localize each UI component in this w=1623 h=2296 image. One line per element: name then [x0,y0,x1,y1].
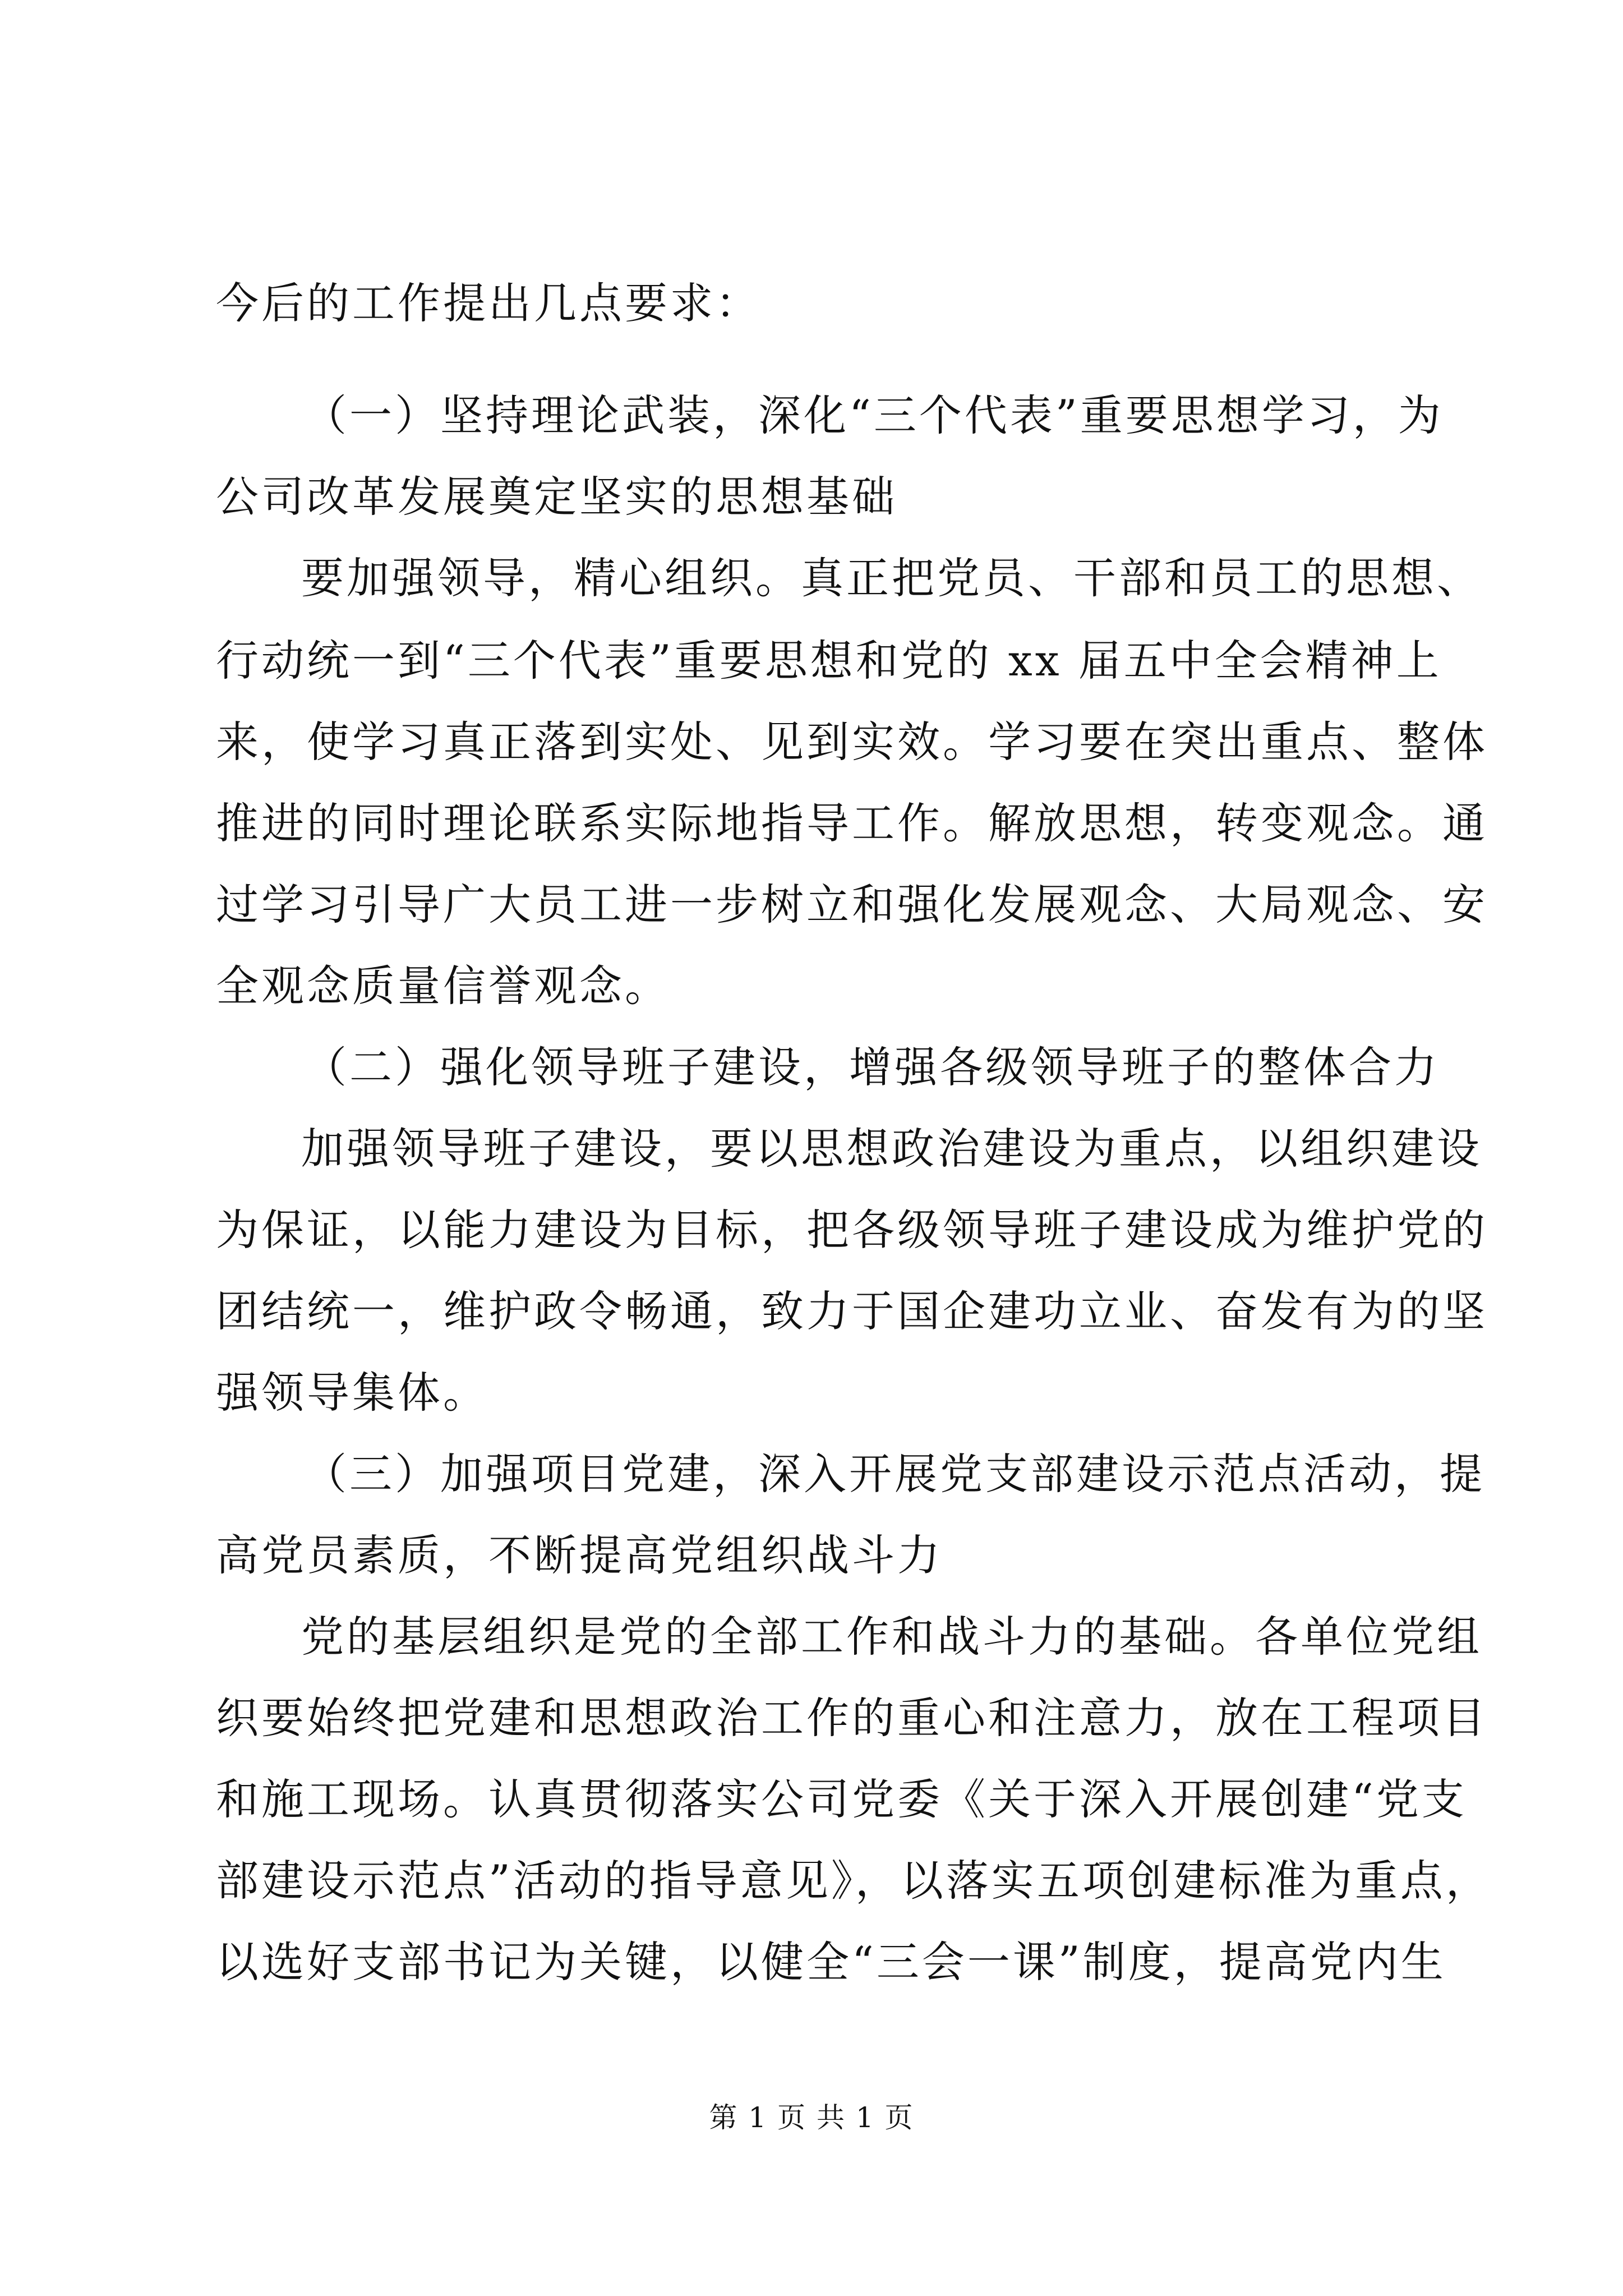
section-heading-1: （一）坚持理论武装，深化“三个代表”重要思想学习，为 [304,390,1444,440]
text-line: 今后的工作提出几点要求： [216,278,761,328]
text-line: 团结统一，维护政令畅通，致力于国企建功立业、奋发有为的坚 [216,1286,1488,1336]
text-line: 以选好支部书记为关键，以健全“三会一课”制度，提高党内生 [216,1937,1446,1987]
text-line: 和施工现场。认真贯彻落实公司党委《关于深入开展创建“党支 [216,1774,1467,1824]
text-line: 为保证，以能力建设为目标，把各级领导班子建设成为维护党的 [216,1205,1488,1255]
section-heading-3: （三）加强项目党建，深入开展党支部建设示范点活动，提 [304,1449,1485,1499]
page-footer: 第 1 页 共 1 页 [709,2101,914,2134]
paragraph-start: 党的基层组织是党的全部工作和战斗力的基础。各单位党组 [301,1612,1482,1662]
text-line: 来，使学习真正落到实处、见到实效。学习要在突出重点、整体 [216,717,1488,767]
text-line: 公司改革发展奠定坚实的思想基础 [216,472,897,522]
text-line: 过学习引导广大员工进一步树立和强化发展观念、大局观念、安 [216,880,1488,930]
text-line: 全观念质量信誉观念。 [216,961,670,1011]
text-line: 织要始终把党建和思想政治工作的重心和注意力，放在工程项目 [216,1693,1488,1743]
text-line: 行动统一到“三个代表”重要思想和党的 xx 届五中全会精神上 [216,636,1442,685]
text-line: 推进的同时理论联系实际地指导工作。解放思想，转变观念。通 [216,798,1488,848]
text-line: 部建设示范点”活动的指导意见》，以落实五项创建标准为重点， [216,1856,1491,1906]
paragraph-start: 要加强领导，精心组织。真正把党员、干部和员工的思想、 [301,553,1482,603]
text-line: 强领导集体。 [216,1368,488,1418]
text-line: 高党员素质，不断提高党组织战斗力 [216,1530,943,1580]
paragraph-start: 加强领导班子建设，要以思想政治建设为重点，以组织建设 [301,1124,1482,1174]
section-heading-2: （二）强化领导班子建设，增强各级领导班子的整体合力 [304,1042,1440,1092]
